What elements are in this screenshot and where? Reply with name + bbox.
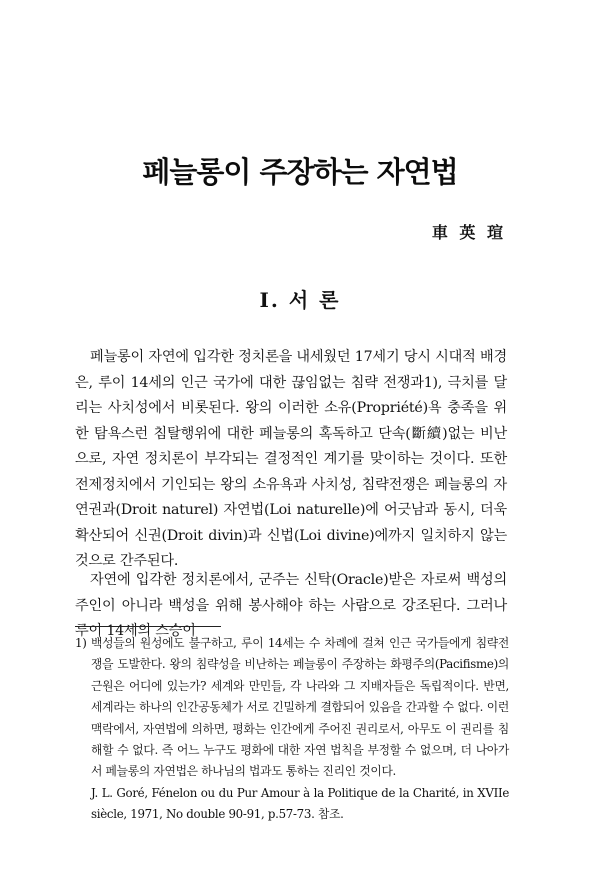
footnote-divider <box>75 626 221 627</box>
footnote <box>75 633 509 826</box>
author-name: 車 英 瑄 <box>431 223 506 242</box>
article-title: 페늘롱이 주장하는 자연법 <box>142 155 458 189</box>
footnote-citation: J. L. Goré, Fénelon ou du Pur Amour à la Politique de la Charité, in XVIIe siècle, 1971, No double 90-91, p.57-73. 참조. <box>91 785 509 822</box>
footnote-marker: 1) <box>75 636 87 650</box>
body-paragraph: 자연에 입각한 정치론에서, 군주는 신탁(Oracle)받은 자로써 백성의 주인이 아니라 백성을 위해 봉사해야 하는 사람으로 강조된다. 그러나 루이 14세의 스승이 <box>75 572 507 639</box>
section-heading: I. 서 론 <box>259 288 341 312</box>
footnote-text: 백성들의 원성에도 불구하고, 루이 14세는 수 차례에 걸쳐 인근 국가들에게 침략전쟁을 도발한다. 왕의 침략성을 비난하는 페늘롱이 주장하는 화평주의(Pacifisme)의 근원은 어디에 있는가? 세계와 만민들, 각 나라와 그 지배자들은 독립적이다. 반면, 세계라는 하나의 인간공동체가 서로 긴밀하게 결합되어 있음을 간과할 수 없다. 이런 맥락에서, 자연법에 의하면, 평화는 인간에게 주어진 권리로서, 아무도 이 권리를 침해할 수 없다. 즉 어느 누구도 평화에 대한 자연 법칙을 부정할 수 없으며, 더 나아가서 페늘롱의 자연법은 하나님의 법과도 통하는 진리인 것이다. <box>91 636 509 779</box>
body-paragraph: 페늘롱이 자연에 입각한 정치론을 내세웠던 17세기 당시 시대적 배경은, 루이 14세의 인근 국가에 대한 끊임없는 침략 전쟁과1), 극치를 달리는 사치성에서 비롯된다. 왕의 이러한 소유(Propriété)욕 충족을 위한 탐욕스런 침탈행위에 대한 페늘롱의 혹독하고 단속(斷續)없는 비난으로, 자연 정치론이 부각되는 결정적인 계기를 맞이하는 것이다. 또한 전제정치에서 기인되는 왕의 소유욕과 사치성, 침략전쟁은 페늘롱의 자연권과(Droit naturel) 자연법(Loi naturelle)에 어긋남과 동시, 더욱 확산되어 신권(Droit divin)과 신법(Loi divine)에까지 일치하지 않는 것으로 간주된다. <box>75 349 507 569</box>
